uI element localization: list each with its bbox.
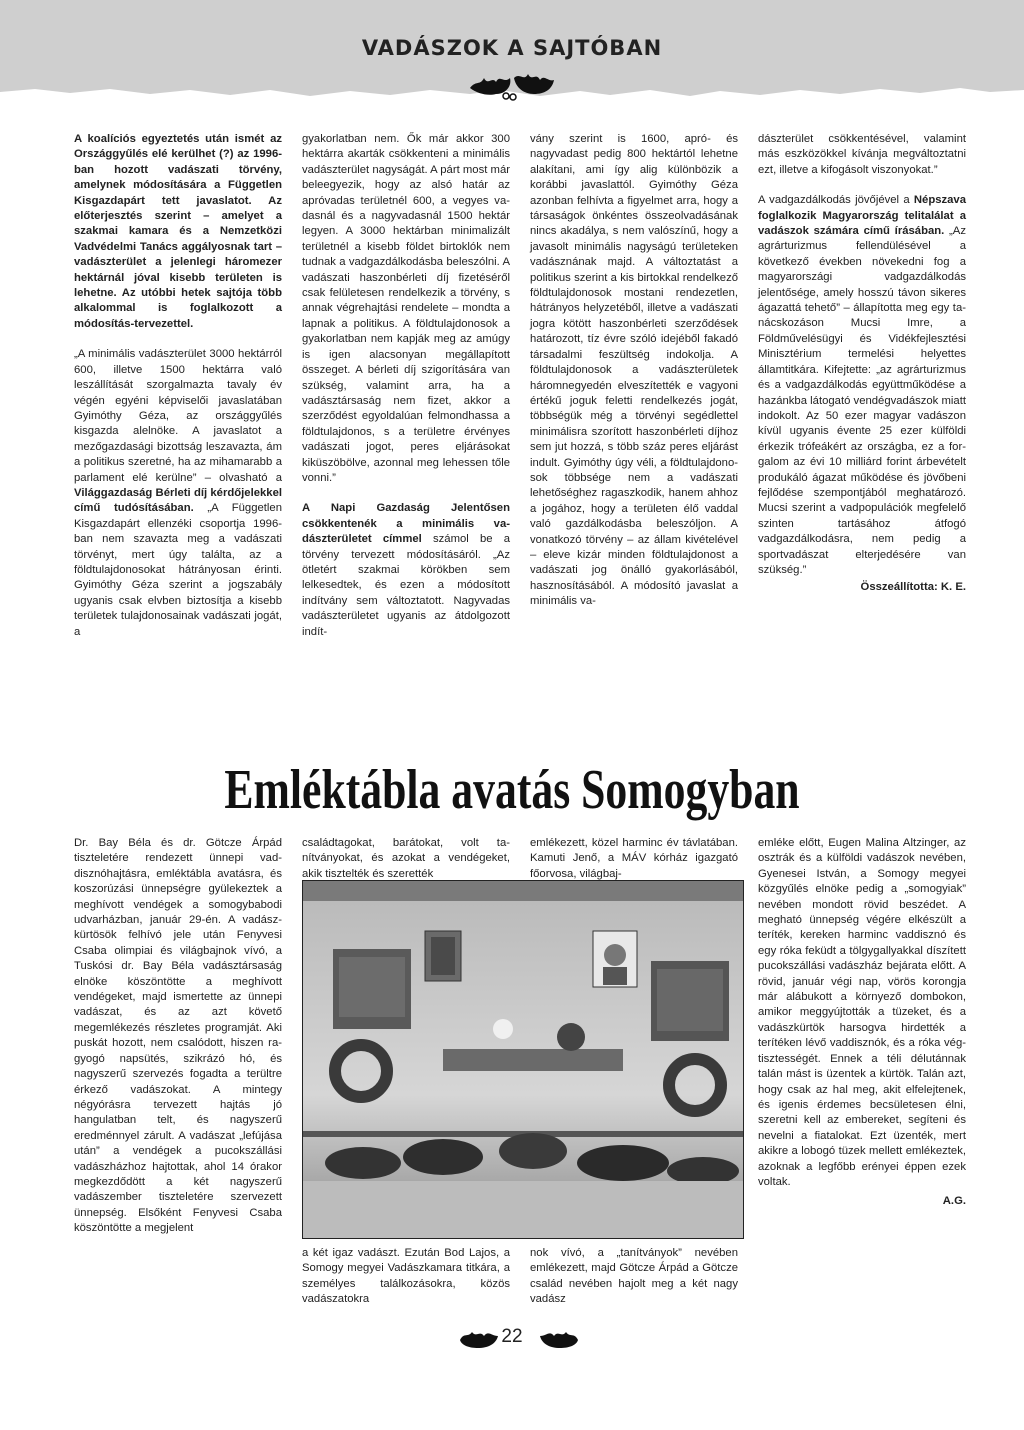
article2-column-2-top	[302, 836, 510, 882]
oak-leaf-right-icon	[538, 1328, 580, 1350]
section-title: VADÁSZOK A SAJTÓBAN	[361, 36, 663, 60]
article2-column-3-bottom	[530, 1246, 738, 1308]
article2-paragraph: a két igaz vadászt. Ezután Bod Lajos, a Somogy megyei Vadászkamara titkára, a személyes találkozásokra, közös vadászatokra	[302, 1247, 510, 1306]
text-run: számol be a törvény tervezett módosításáról. „Az ötletért szakmai körökben sem lelkesedtek, és ezen a módosított indítvány sem változtatott. Nagyvadas vadászterületet ugyanis az átdolgozott indít-	[302, 533, 510, 638]
article2-column-3-top	[530, 836, 738, 882]
source-title: A Napi Gazdaság Jelentősen csökkentenék a minimális vadászterületet címmel	[302, 502, 510, 546]
memorial-photo	[302, 880, 744, 1239]
text-run: „A minimális vadászterület 3000 hektárról 600, illetve 1500 hektárra való leszállítását szorgalmazta tavaly év végén egyéni képviselői javaslatában Gyimóthy Géza, az országgyűlés kisgazda alelnöke. A javaslatot a mezőgazdasági bizottság leszavazta, ám a politikus szeretné, ha az mihamarabb a parlament elé kerülne” – olvasható a	[74, 348, 282, 484]
article2-headline: Emléktábla avatás Somogyban	[224, 759, 800, 821]
article1-column-3	[530, 132, 738, 610]
memorial-wall-image	[303, 881, 743, 1238]
article2-paragraph: családtagokat, barátokat, volt tanítványokat, és azokat a vendégeket, akik tisztelték és szerették	[302, 837, 510, 880]
oak-leaf-icon	[466, 62, 558, 102]
article2-paragraph: Dr. Bay Béla és dr. Götcze Árpád tiszteletére rendezett ünnepi vaddisznóhajtásra, emléktábla avatásra, és koszorúzási ünnepségre gyülekeztek a meghívott vendégek a somogybabodi udvarházban, január 29-én. A vadászkürtösök felhívó jele után Fenyvesi Csaba olimpiai és világbajnok vívó, a Tuskósi dr. Bay Béla vadásztársaság elnöke köszöntötte a meghívott vendégeket, majd ismertette az ünnepi vadászat, és az azt követő megemlékezés részletes programját. Aki puskát hozott, nem csalódott, hiszen ragyogó napsütés, szikrázó hó, és nagyszerű szervezés fogadta a terültre érkező vadászokat. A mintegy négyórásra tervezett hajtás jó hangulatban telt, és nagyszerű eredménnyel zárult. A vadászat „lefújása után” a vendégek a pucokszállási vadászházhoz hajtottak, ahol 14 órakor megkezdődött a két nagyszerű vadászember tiszteletére szervezett ünnepség. Elsőként Fenyvesi Csaba köszöntötte a megjelent	[74, 837, 282, 1235]
source-title: Népszava foglalkozik Magyarország telitalálat a vadászok számára című írásában.	[758, 194, 966, 238]
article2-paragraph: nok vívó, a „tanítványok” nevében emlékezett, majd Götcze Árpád a Götcze család nevében hajolt meg a két nagy vadász	[530, 1247, 738, 1306]
article1-column-1	[74, 132, 282, 640]
text-run: „Az agrárturizmus fellendülésével a következő években növekedni fog a magyarországi vadgazdálkodás jelentősége, amely hosszú távon sikeres ágazattá tehető” – állapította meg egy tanácskozáson Mucsi Imre, a Földművelésügyi és Vidékfejlesztési Minisztérium termelési helyettes államtitkára. Kifejtette: „az agrárturizmus és a vadgazdálkodás együttműködése a hazánkba látogató vendégvadászok miatt indokolt. Az 50 ezer magyar vadászon kívül ugyanis évente 25 ezer külföldi érkezik trófeákért az országba, ez a forgalom az évi 10 milliárd forint árbevételt produkáló ágazat működése és jövőbeni fejlődése szempontjából meghatározó. Mucsi szerint a vadpopulációk megfelelő szinten tartásához átfogó vadgazdálkodásra, nem pedig a sportvadászat elterjedésére van szükség.”	[758, 225, 966, 576]
page-number: 22	[501, 1326, 523, 1347]
article1-paragraph: dászterület csökkentésével, valamint más eszközökkel kívánja megváltoztatni ezt, illetve a kifogásolt viszonyokat.”	[758, 133, 966, 176]
article1-column-2	[302, 132, 510, 640]
article2-signature: A.G.	[942, 1195, 966, 1208]
text-run: A vadgazdálkodás jövőjével a	[758, 194, 914, 207]
source-title: Világgazdaság Bérleti díj kérdőjelekkel című tudósításában.	[74, 486, 282, 515]
article1-signature: Összeállította: K. E.	[860, 581, 966, 594]
article2-paragraph: emlékezett, közel harminc év távlatában. Kamuti Jenő, a MÁV kórház igazgató főorvosa, világbaj-	[530, 837, 738, 880]
article2-column-1	[74, 836, 282, 1237]
article1-paragraph: gyakorlatban nem. Ők már akkor 300 hektárra akarták csökkenteni a minimális vadászterület nagyságát. A párt most már beleegyezik, hogy az alsó határ az apróvadas területnél 600, a vegyes vadasnál és a nagyvadasnál 1500 hektár legyen. A 3000 hektárban minimalizált területnél a kisebb földet birtoklók nem tudnak a vadgazdálkodásba beleszólni. A vadászati haszonbérleti díj fizetéséről csak felületesen rendelkezik a törvény, s annak végrehajtási rendelete – mondta a lapnak a politikus. A földtulajdonosok a gyakorlatban nem kapják meg az amúgy is igen alacsonyan megállapított összeget. A bérleti díj szigorítására van szükség, valamint arra, ha a vadásztársaság nem fizet, akkor a szerződést egyoldalúan felmondhassa a földtulajdonos, s a területre érvényes vadászati jogot, peres eljárásokat kiküszöbölve, azonnal meg lehessen tőle vonni.”	[302, 133, 510, 484]
article1-paragraph	[758, 193, 966, 578]
article1-column-4	[758, 132, 966, 596]
article1-lead: A koalíciós egyeztetés után ismét az Országgyűlés elé kerülhet (?) az 1996-ban hozott vadászati törvény, amelynek módosítására a Független Kisgazdapárt tett javaslatot. Az előterjesztés szerint – amelyet a szakmai kamara és a Nemzetközi Vadvédelmi Tanács aggályosnak tart – vadászterület a jelenlegi háromezer hektárnál jóval kisebb területen is lehetne. Az utóbbi hetek sajtója több alkalommal is foglalkozott a módosítás-tervezettel.	[74, 133, 282, 330]
article2-column-2-bottom	[302, 1246, 510, 1308]
text-run: „A Független Kisgazdapárt ellenzéki csoportja 1996-ban nem szavazta meg a vadászati törvényt, mert úgy találta, az a földtulajdonosokat hátrányosan érinti. Gyimóthy Géza szerint a jogszabály ugyanis csak elvben biztosítja a kisebb területek tulajdonosainak vadászati jogát, a	[74, 502, 282, 638]
article2-column-4	[758, 836, 966, 1210]
article1-paragraph: vány szerint is 1600, apró- és nagyvadast pedig 800 hektártól lehetne alakítani, ami így alig különbözik a korábbi javaslattól. Gyimóthy Géza azonban felhívta a figyelmet arra, hogy a társaságok önkéntes összeolvadásának nincs akadálya, s nem valószínű, hogy a javasolt minimális nagyságú területeken vadásznának majd. A változtatást a politikus szerint a kis birtokkal rendelkező földtulajdonosok mostani rendezetlen, hátrányos helyzetéből, illetve a vadászati jogra kötött haszonbérleti szerződések határozott, tíz évre szóló idejéből fakadó társadalmi feszültség indokolja. A földtulajdonosok a vadászterületek háromnegyedén elveszítették e vagyoni értékű joguk feletti rendelkezés jogát, többségük még a törvényi segédlettel minimálisra szorított haszonbérleti díjhoz sem jut hozzá, s több száz peres eljárást indult. Gyimóthy úgy véli, a földtulajdonosok többsége nem a vadászati lehetőséghez ragaszkodik, hanem ahhoz a jogához, hogy a területen élő vaddal való gazdálkodásba beleszóljon. A vonatkozó törvény – az állam kivételével – eleve kizár minden földtulajdonost a vadászati jog önálló gyakorlásából, hasznosításából. A módosító javaslat a minimális va-	[530, 133, 738, 608]
article2-paragraph: emléke előtt, Eugen Malina Altzinger, az osztrák és a külföldi vadászok nevében, Gyenesei István, a Somogy megyei közgyűlés elnöke pedig a „somogyiak” nevében mondott rövid beszédet. A megható ünnepség végére elkészült a teríték, kereken harminc vaddisznó és egy róka feküdt a tölgygallyakkal díszített pucokszállási vadászház bejárata előtt. A rövid, január végi nap, vörös korongja már alábukott a környező dombokon, amikor meggyújtották a tüzeket, és a vadászkürtök harsogva hirdették a terítéken lévő vaddisznók, és a róka végtisztességét. Ennek a téli délutánnak talán mást is üzentek a kürtök. Talán azt, hogy csak az hal meg, akit elfelejtenek, és igenis érdemes becsületesen élni, szeretni kell az embereket, segíteni és nevelni a fiatalokat. Ezt üzenték, mert akikre a lobogó tüzek mellett emlékeztek, azoknak a legfőbb erényei éppen ezek voltak.	[758, 837, 966, 1188]
article1-paragraph	[74, 347, 282, 640]
article1-paragraph	[302, 501, 510, 640]
